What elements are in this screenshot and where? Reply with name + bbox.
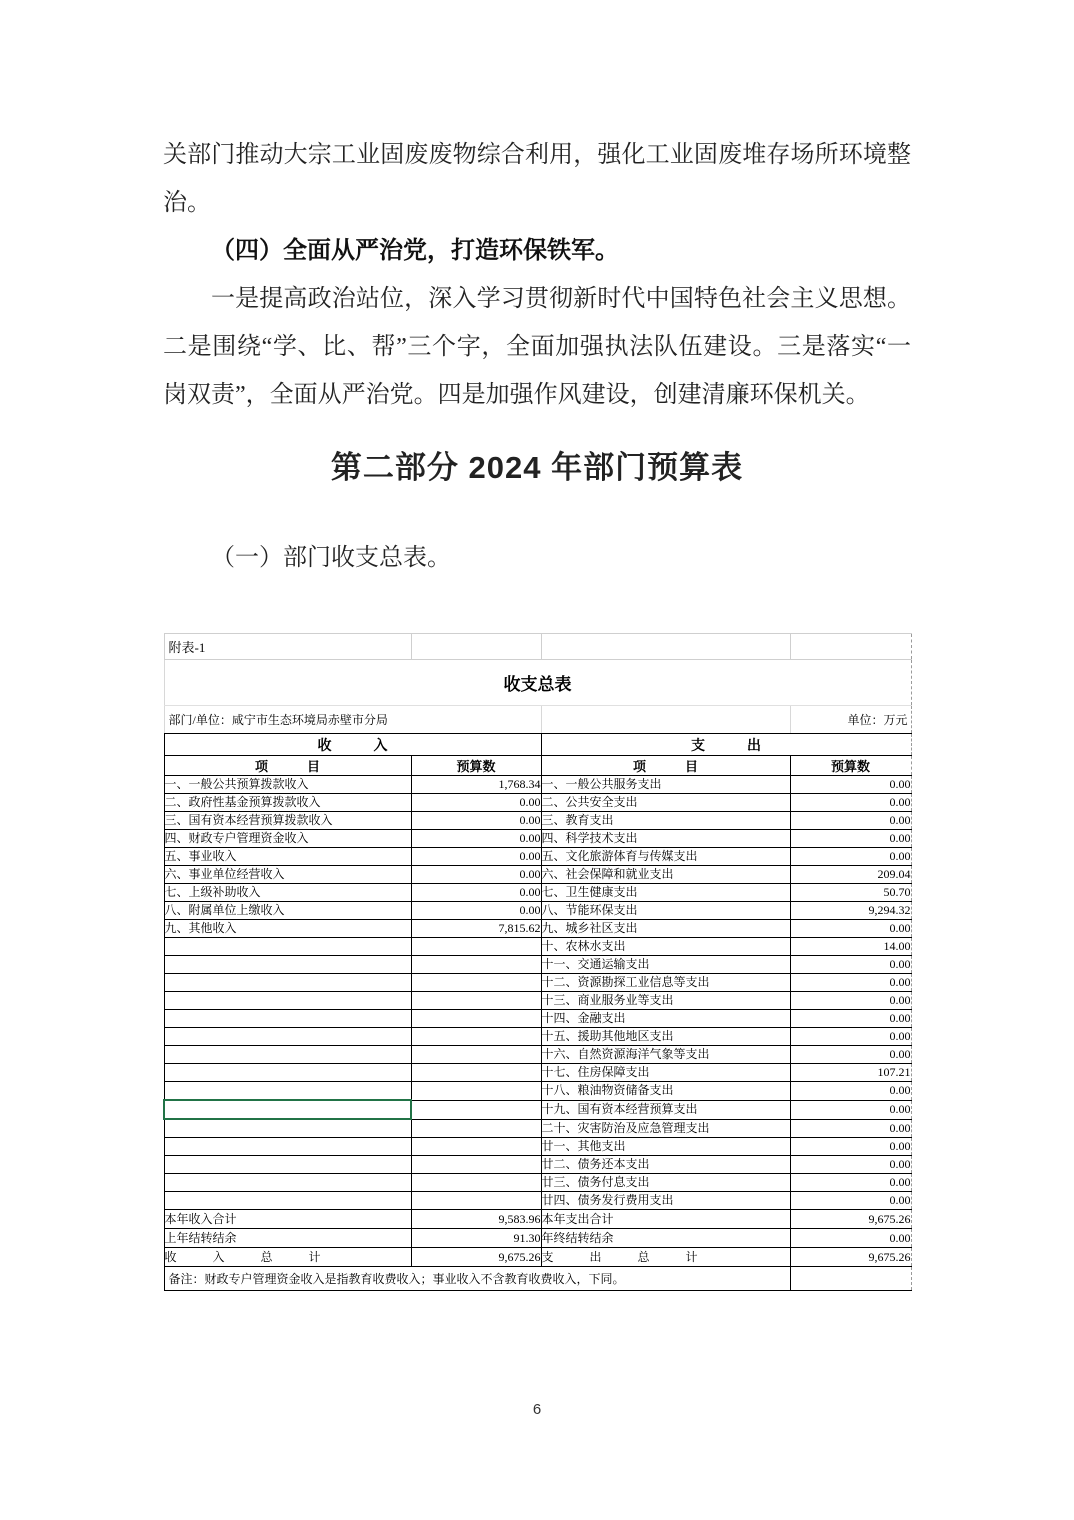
expense-value-cell: 0.00 [790, 812, 911, 830]
income-value-cell [411, 1119, 541, 1138]
expense-value-cell: 107.21 [790, 1064, 911, 1082]
department-label: 部门/单位：咸宁市生态环境局赤壁市分局 [164, 706, 541, 734]
expense-total-label-cell: 本年支出合计 [541, 1210, 790, 1229]
income-item-cell [164, 1156, 411, 1174]
budget-table-container [163, 633, 910, 1291]
income-value-cell: 0.00 [411, 830, 541, 848]
table-note: 备注：财政专户管理资金收入是指教育收费收入；事业收入不含教育收费收入，下同。 [164, 1267, 790, 1291]
income-item-cell: 三、国有资本经营预算拨款收入 [164, 812, 411, 830]
income-item-cell: 七、上级补助收入 [164, 884, 411, 902]
income-value-cell: 0.00 [411, 812, 541, 830]
income-value-cell [411, 1082, 541, 1101]
table-row [164, 830, 911, 848]
expense-total-label-cell: 支 出 总 计 [541, 1248, 790, 1267]
income-value-cell: 0.00 [411, 794, 541, 812]
income-item-cell [164, 1082, 411, 1101]
table-row [164, 956, 911, 974]
income-item-cell: 二、政府性基金预算拨款收入 [164, 794, 411, 812]
table-row [164, 1192, 911, 1210]
totals-row [164, 1229, 911, 1248]
expense-total-value-cell: 0.00 [790, 1229, 911, 1248]
expense-total-label-cell: 年终结转结余 [541, 1229, 790, 1248]
heading-section-four: （四）全面从严治党，打造环保铁军。 [211, 238, 619, 264]
expense-value-cell: 0.00 [790, 956, 911, 974]
expense-item-cell: 六、社会保障和就业支出 [541, 866, 790, 884]
expense-value-cell: 209.04 [790, 866, 911, 884]
table-row [164, 938, 911, 956]
income-value-cell [411, 1046, 541, 1064]
income-item-cell [164, 1174, 411, 1192]
grid-cell [411, 634, 541, 660]
selected-cell [164, 1100, 411, 1119]
expense-item-cell: 廿二、债务还本支出 [541, 1156, 790, 1174]
expense-item-cell: 四、科学技术支出 [541, 830, 790, 848]
expense-value-cell: 9,294.32 [790, 902, 911, 920]
table-row [164, 902, 911, 920]
column-header-row [164, 756, 911, 776]
sheet-label-row [164, 634, 911, 660]
expense-item-cell: 一、一般公共服务支出 [541, 776, 790, 794]
expense-item-cell: 九、城乡社区支出 [541, 920, 790, 938]
expense-item-cell: 十六、自然资源海洋气象等支出 [541, 1046, 790, 1064]
income-item-cell: 四、财政专户管理资金收入 [164, 830, 411, 848]
totals-row [164, 1248, 911, 1267]
expense-item-cell: 十五、援助其他地区支出 [541, 1028, 790, 1046]
budget-summary-table [163, 633, 912, 1291]
table-row [164, 1100, 911, 1119]
income-item-cell: 一、一般公共预算拨款收入 [164, 776, 411, 794]
expense-item-cell: 十八、粮油物资储备支出 [541, 1082, 790, 1101]
income-budget-column-header: 预算数 [411, 756, 541, 776]
expense-value-cell: 0.00 [790, 920, 911, 938]
expense-section-header: 支 出 [541, 734, 911, 756]
table-row [164, 992, 911, 1010]
income-total-label-cell: 收 入 总 计 [164, 1248, 411, 1267]
expense-item-cell: 十四、金融支出 [541, 1010, 790, 1028]
income-item-cell: 八、附属单位上缴收入 [164, 902, 411, 920]
income-item-cell [164, 1138, 411, 1156]
income-expense-header-row [164, 734, 911, 756]
income-total-label-cell: 上年结转结余 [164, 1229, 411, 1248]
table-row [164, 848, 911, 866]
income-item-cell [164, 938, 411, 956]
expense-item-cell: 廿四、债务发行费用支出 [541, 1192, 790, 1210]
expense-total-value-cell: 9,675.26 [790, 1210, 911, 1229]
table-title-row [164, 660, 911, 706]
income-value-cell [411, 1156, 541, 1174]
expense-value-cell: 0.00 [790, 830, 911, 848]
expense-value-cell: 0.00 [790, 992, 911, 1010]
income-value-cell: 0.00 [411, 866, 541, 884]
income-total-value-cell: 9,675.26 [411, 1248, 541, 1267]
page-number: 6 [532, 1401, 542, 1418]
income-item-cell: 六、事业单位经营收入 [164, 866, 411, 884]
sheet-label: 附表-1 [164, 634, 411, 660]
income-value-cell [411, 974, 541, 992]
income-value-cell [411, 1028, 541, 1046]
table-row [164, 1138, 911, 1156]
expense-value-cell: 0.00 [790, 1192, 911, 1210]
table-row [164, 1156, 911, 1174]
expense-value-cell: 50.70 [790, 884, 911, 902]
grid-cell [790, 634, 911, 660]
expense-value-cell: 0.00 [790, 1119, 911, 1138]
expense-value-cell: 0.00 [790, 1028, 911, 1046]
income-item-cell: 五、事业收入 [164, 848, 411, 866]
income-value-cell: 1,768.34 [411, 776, 541, 794]
income-total-value-cell: 91.30 [411, 1229, 541, 1248]
expense-budget-column-header: 预算数 [790, 756, 911, 776]
body-paragraph-detail: 一是提高政治站位，深入学习贯彻新时代中国特色社会主义思想。二是围绕“学、比、帮”三个字，全面加强执法队伍建设。三是落实“一岗双责”，全面从严治党。四是加强作风建设，创建清廉环保机关。 [163, 286, 911, 408]
body-paragraph-continuation: 关部门推动大宗工业固废废物综合利用，强化工业固废堆存场所环境整治。 [163, 142, 911, 216]
grid-cell [541, 634, 790, 660]
expense-value-cell: 0.00 [790, 974, 911, 992]
expense-item-cell: 五、文化旅游体育与传媒支出 [541, 848, 790, 866]
expense-value-cell: 0.00 [790, 776, 911, 794]
income-value-cell [411, 1064, 541, 1082]
expense-item-cell: 七、卫生健康支出 [541, 884, 790, 902]
department-unit-row [164, 706, 911, 734]
table-row [164, 1119, 911, 1138]
table-row [164, 794, 911, 812]
table-row [164, 920, 911, 938]
income-value-cell: 0.00 [411, 902, 541, 920]
expense-value-cell: 14.00 [790, 938, 911, 956]
expense-value-cell: 0.00 [790, 1082, 911, 1101]
expense-value-cell: 0.00 [790, 794, 911, 812]
income-item-cell [164, 1046, 411, 1064]
table-row [164, 1010, 911, 1028]
income-item-cell: 九、其他收入 [164, 920, 411, 938]
income-value-cell: 0.00 [411, 884, 541, 902]
table-row [164, 1028, 911, 1046]
income-item-column-header: 项 目 [164, 756, 411, 776]
expense-value-cell: 0.00 [790, 1100, 911, 1119]
expense-value-cell: 0.00 [790, 1174, 911, 1192]
income-value-cell: 7,815.62 [411, 920, 541, 938]
expense-item-cell: 十、农林水支出 [541, 938, 790, 956]
income-item-cell [164, 992, 411, 1010]
expense-item-cell: 廿一、其他支出 [541, 1138, 790, 1156]
totals-row [164, 1210, 911, 1229]
expense-item-cell: 十二、资源勘探工业信息等支出 [541, 974, 790, 992]
income-total-label-cell: 本年收入合计 [164, 1210, 411, 1229]
income-item-cell [164, 1192, 411, 1210]
income-value-cell [411, 1100, 541, 1119]
expense-item-cell: 三、教育支出 [541, 812, 790, 830]
income-value-cell [411, 992, 541, 1010]
expense-value-cell: 0.00 [790, 1138, 911, 1156]
income-item-cell [164, 956, 411, 974]
expense-value-cell: 0.00 [790, 848, 911, 866]
income-item-cell [164, 1028, 411, 1046]
table-row [164, 1046, 911, 1064]
income-value-cell [411, 938, 541, 956]
income-value-cell: 0.00 [411, 848, 541, 866]
income-section-header: 收 入 [164, 734, 541, 756]
expense-item-cell: 廿三、债务付息支出 [541, 1174, 790, 1192]
expense-item-column-header: 项 目 [541, 756, 790, 776]
table-row [164, 1082, 911, 1101]
table-row [164, 776, 911, 794]
income-value-cell [411, 1174, 541, 1192]
income-item-cell [164, 1119, 411, 1138]
income-value-cell [411, 1138, 541, 1156]
income-item-cell [164, 1010, 411, 1028]
table-row [164, 884, 911, 902]
table-row [164, 866, 911, 884]
expense-item-cell: 十七、住房保障支出 [541, 1064, 790, 1082]
income-value-cell [411, 1010, 541, 1028]
expense-item-cell: 八、节能环保支出 [541, 902, 790, 920]
expense-item-cell: 十九、国有资本经营预算支出 [541, 1100, 790, 1119]
table-totals-body [164, 1210, 911, 1267]
subsection-one-title: （一）部门收支总表。 [211, 545, 451, 571]
income-value-cell [411, 1192, 541, 1210]
expense-item-cell: 十一、交通运输支出 [541, 956, 790, 974]
table-row [164, 812, 911, 830]
expense-total-value-cell: 9,675.26 [790, 1248, 911, 1267]
part-two-title: 第二部分 2024 年部门预算表 [330, 450, 744, 485]
unit-label: 单位：万元 [790, 706, 911, 734]
income-item-cell [164, 1064, 411, 1082]
table-row [164, 974, 911, 992]
table-title: 收支总表 [164, 660, 911, 706]
table-row [164, 1064, 911, 1082]
income-total-value-cell: 9,583.96 [411, 1210, 541, 1229]
income-item-cell [164, 974, 411, 992]
grid-cell [790, 1267, 911, 1291]
note-row [164, 1267, 911, 1291]
expense-item-cell: 二十、灾害防治及应急管理支出 [541, 1119, 790, 1138]
expense-value-cell: 0.00 [790, 1010, 911, 1028]
grid-cell [541, 706, 790, 734]
table-data-body [164, 776, 911, 1210]
expense-item-cell: 二、公共安全支出 [541, 794, 790, 812]
expense-item-cell: 十三、商业服务业等支出 [541, 992, 790, 1010]
table-row [164, 1174, 911, 1192]
income-value-cell [411, 956, 541, 974]
expense-value-cell: 0.00 [790, 1156, 911, 1174]
expense-value-cell: 0.00 [790, 1046, 911, 1064]
